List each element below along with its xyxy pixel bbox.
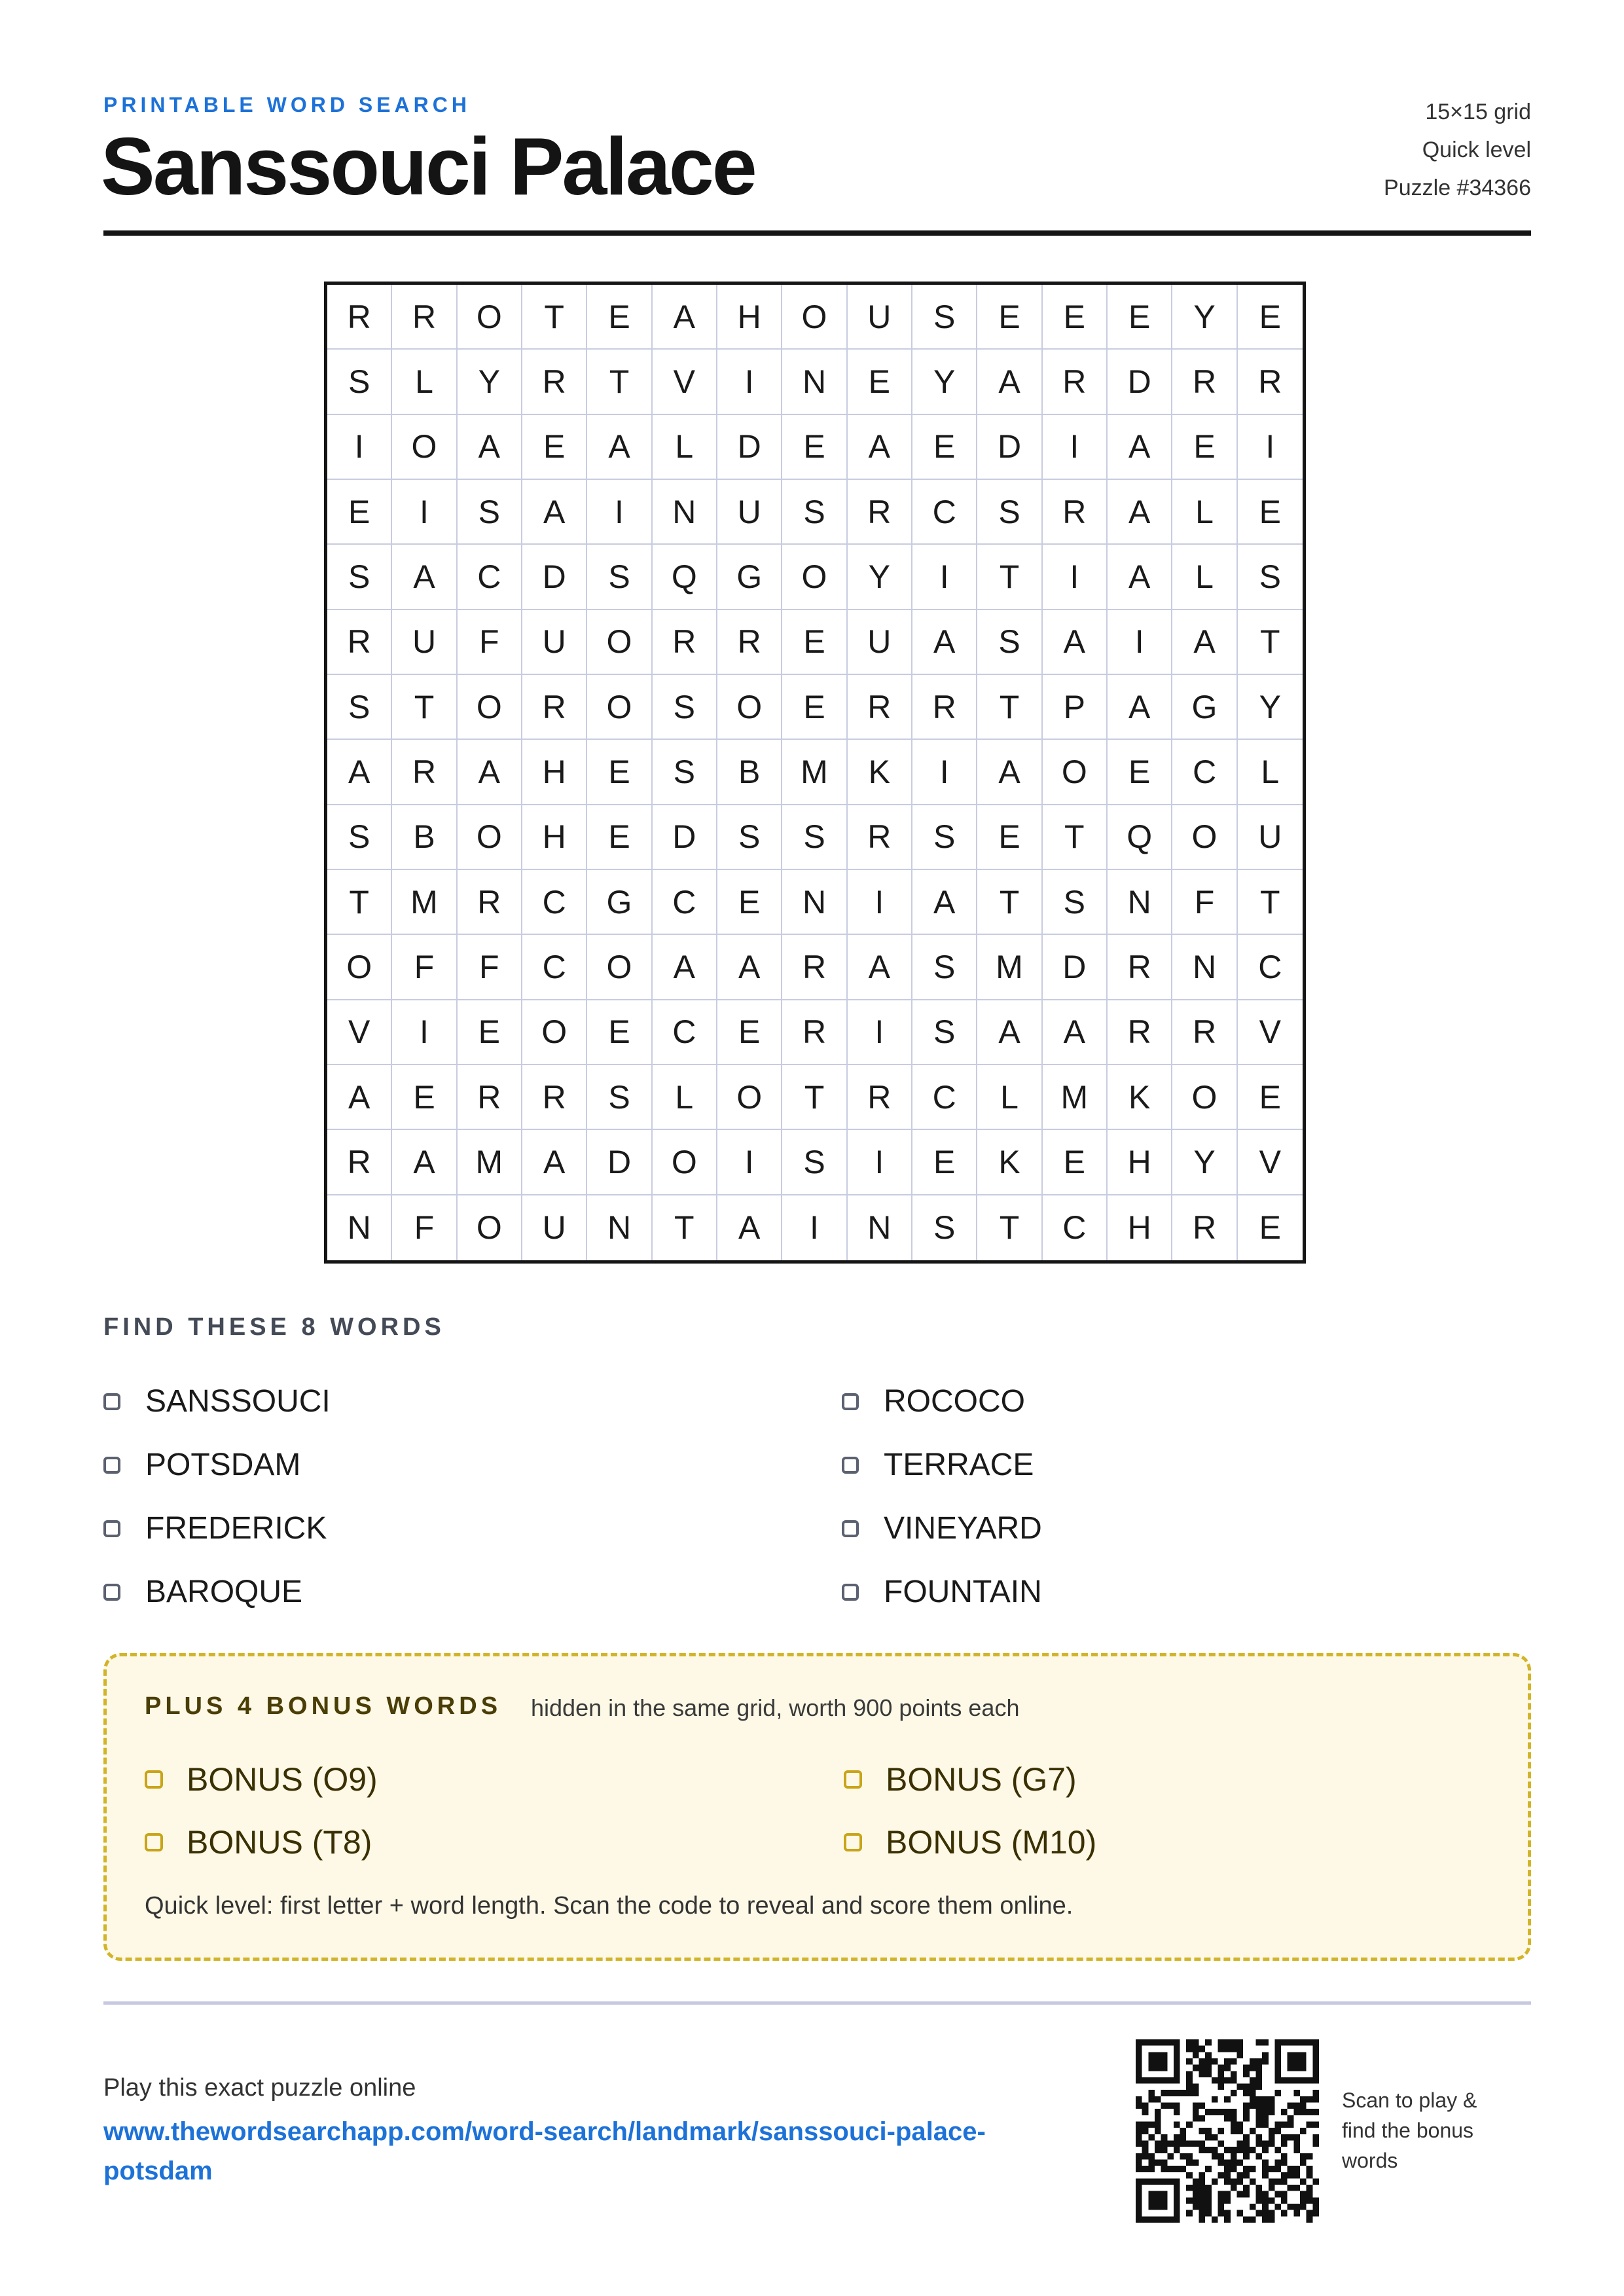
grid-cell[interactable]: C <box>1043 1195 1108 1260</box>
grid-cell[interactable]: S <box>912 1000 977 1065</box>
grid-cell[interactable]: S <box>1043 870 1108 935</box>
grid-size-label: 15×15 grid <box>1425 100 1531 124</box>
grid-cell[interactable]: M <box>458 1130 522 1195</box>
grid-cell[interactable]: T <box>392 675 457 740</box>
bonus-item[interactable] <box>145 1748 844 1811</box>
grid-cell[interactable]: G <box>717 545 782 610</box>
grid-cell[interactable]: L <box>653 1065 717 1130</box>
grid-cell[interactable]: R <box>1108 935 1172 1000</box>
grid-cell[interactable]: A <box>327 1065 392 1130</box>
grid-cell[interactable]: C <box>458 545 522 610</box>
grid-cell[interactable]: Y <box>458 350 522 414</box>
grid-cell[interactable]: S <box>912 285 977 350</box>
grid-cell[interactable]: Y <box>1172 1130 1237 1195</box>
grid-cell[interactable]: O <box>1172 805 1237 870</box>
grid-cell[interactable]: C <box>912 1065 977 1130</box>
grid-cell[interactable]: D <box>1108 350 1172 414</box>
grid-cell[interactable]: N <box>848 1195 912 1260</box>
grid-cell[interactable]: E <box>587 1000 652 1065</box>
bonus-list <box>145 1748 1236 1874</box>
grid-cell[interactable]: E <box>717 870 782 935</box>
grid-cell[interactable]: R <box>458 1065 522 1130</box>
grid-cell[interactable]: R <box>522 675 587 740</box>
grid-cell[interactable]: R <box>1108 1000 1172 1065</box>
grid-cell[interactable]: S <box>977 610 1042 675</box>
grid-cell[interactable]: S <box>458 480 522 545</box>
grid-cell[interactable]: A <box>653 935 717 1000</box>
bonus-subtitle: hidden in the same grid, worth 900 points each <box>531 1694 1020 1721</box>
grid-cell[interactable]: A <box>653 285 717 350</box>
grid-cell[interactable]: Y <box>912 350 977 414</box>
word-label: SANSSOUCI <box>145 1384 331 1419</box>
grid-cell[interactable]: D <box>587 1130 652 1195</box>
grid-cell[interactable]: O <box>1043 740 1108 805</box>
grid-cell[interactable]: G <box>1172 675 1237 740</box>
grid-cell[interactable]: L <box>653 415 717 480</box>
grid-cell[interactable]: O <box>458 805 522 870</box>
grid-cell[interactable]: C <box>522 935 587 1000</box>
grid-cell[interactable]: V <box>653 350 717 414</box>
grid-cell[interactable]: I <box>1238 415 1303 480</box>
grid-cell[interactable]: S <box>782 480 847 545</box>
grid-cell[interactable]: N <box>1108 870 1172 935</box>
grid-cell[interactable]: S <box>327 675 392 740</box>
grid-cell[interactable]: M <box>977 935 1042 1000</box>
grid-cell[interactable]: R <box>1238 350 1303 414</box>
grid-cell[interactable]: T <box>1043 805 1108 870</box>
word-label: FOUNTAIN <box>884 1575 1042 1609</box>
checkbox-icon[interactable] <box>145 1833 163 1851</box>
word-item[interactable] <box>842 1433 1216 1497</box>
checkbox-icon[interactable] <box>844 1833 862 1851</box>
grid-cell[interactable]: O <box>1172 1065 1237 1130</box>
level-label: Quick level <box>1422 137 1531 162</box>
header-divider <box>103 230 1531 236</box>
grid-cell[interactable]: T <box>977 870 1042 935</box>
grid-cell[interactable]: R <box>392 285 457 350</box>
grid-cell[interactable]: O <box>587 675 652 740</box>
grid-cell[interactable]: I <box>848 1000 912 1065</box>
grid-cell[interactable]: A <box>392 1130 457 1195</box>
puzzle-id-label: Puzzle #34366 <box>1384 175 1531 200</box>
grid-cell[interactable]: I <box>327 415 392 480</box>
word-label: ROCOCO <box>884 1384 1025 1419</box>
word-item[interactable] <box>103 1370 842 1433</box>
grid-cell[interactable]: A <box>392 545 457 610</box>
grid-cell[interactable]: B <box>392 805 457 870</box>
grid-cell[interactable]: H <box>522 740 587 805</box>
grid-cell[interactable]: F <box>392 935 457 1000</box>
grid-cell[interactable]: U <box>717 480 782 545</box>
grid-cell[interactable]: U <box>1238 805 1303 870</box>
grid-cell[interactable]: O <box>458 1195 522 1260</box>
grid-cell[interactable]: T <box>1238 870 1303 935</box>
word-label: POTSDAM <box>145 1448 301 1482</box>
checkbox-icon[interactable] <box>103 1393 120 1410</box>
grid-cell[interactable]: R <box>912 675 977 740</box>
grid-cell[interactable]: N <box>782 350 847 414</box>
grid-cell[interactable]: A <box>587 415 652 480</box>
grid-cell[interactable]: R <box>327 285 392 350</box>
grid-cell[interactable]: I <box>782 1195 847 1260</box>
grid-cell[interactable]: E <box>1238 1065 1303 1130</box>
grid-cell[interactable]: S <box>653 675 717 740</box>
grid-cell[interactable]: E <box>327 480 392 545</box>
grid-cell[interactable]: U <box>522 610 587 675</box>
grid-cell[interactable]: A <box>912 610 977 675</box>
checkbox-icon[interactable] <box>844 1770 862 1789</box>
grid-cell[interactable]: N <box>327 1195 392 1260</box>
grid-cell[interactable]: S <box>782 1130 847 1195</box>
bonus-item[interactable] <box>844 1811 1236 1874</box>
qr-caption: Scan to play & find the bonus words <box>1342 2088 1477 2172</box>
checkbox-icon[interactable] <box>103 1457 120 1474</box>
grid-cell[interactable]: A <box>1043 1000 1108 1065</box>
grid-cell[interactable]: T <box>522 285 587 350</box>
grid-cell[interactable]: R <box>1043 350 1108 414</box>
grid-cell[interactable]: A <box>912 870 977 935</box>
word-list <box>103 1370 1216 1624</box>
grid-cell[interactable]: L <box>1238 740 1303 805</box>
grid-cell[interactable]: O <box>587 610 652 675</box>
word-item[interactable] <box>842 1560 1216 1624</box>
grid-cell[interactable]: T <box>1238 610 1303 675</box>
grid-cell[interactable]: R <box>1172 350 1237 414</box>
grid-cell[interactable]: S <box>912 805 977 870</box>
bonus-heading: PLUS 4 BONUS WORDS <box>145 1692 502 1720</box>
word-label: FREDERICK <box>145 1511 327 1546</box>
grid-cell[interactable]: S <box>327 805 392 870</box>
grid-cell[interactable]: O <box>782 545 847 610</box>
grid-cell[interactable]: C <box>653 870 717 935</box>
grid-cell[interactable]: V <box>327 1000 392 1065</box>
grid-cell[interactable]: A <box>977 1000 1042 1065</box>
grid-cell[interactable]: R <box>848 805 912 870</box>
grid-cell[interactable]: T <box>587 350 652 414</box>
grid-cell[interactable]: O <box>782 285 847 350</box>
grid-cell[interactable]: R <box>848 675 912 740</box>
grid-cell[interactable]: C <box>522 870 587 935</box>
grid-cell[interactable]: R <box>848 1065 912 1130</box>
grid-cell[interactable]: E <box>782 415 847 480</box>
grid-cell[interactable]: E <box>782 610 847 675</box>
grid-cell[interactable]: O <box>717 675 782 740</box>
grid-cell[interactable]: L <box>1172 480 1237 545</box>
grid-cell[interactable]: I <box>717 1130 782 1195</box>
eyebrow-label: PRINTABLE WORD SEARCH <box>103 93 471 117</box>
grid-cell[interactable]: E <box>1238 285 1303 350</box>
grid-cell[interactable]: N <box>1172 935 1237 1000</box>
grid-cell[interactable]: P <box>1043 675 1108 740</box>
grid-cell[interactable]: R <box>848 480 912 545</box>
letter-grid[interactable] <box>324 282 1306 1264</box>
grid-cell[interactable]: E <box>587 805 652 870</box>
checkbox-icon[interactable] <box>842 1393 859 1410</box>
grid-cell[interactable]: H <box>717 285 782 350</box>
word-item[interactable] <box>842 1370 1216 1433</box>
grid-cell[interactable]: R <box>782 935 847 1000</box>
grid-cell[interactable]: E <box>1108 740 1172 805</box>
grid-cell[interactable]: S <box>587 1065 652 1130</box>
checkbox-icon[interactable] <box>103 1520 120 1537</box>
grid-cell[interactable]: H <box>1108 1195 1172 1260</box>
checkbox-icon[interactable] <box>145 1770 163 1789</box>
grid-cell[interactable]: I <box>912 545 977 610</box>
checkbox-icon[interactable] <box>103 1584 120 1601</box>
grid-cell[interactable]: A <box>1108 675 1172 740</box>
grid-cell[interactable]: A <box>522 480 587 545</box>
grid-cell[interactable]: Q <box>1108 805 1172 870</box>
grid-cell[interactable]: A <box>1108 480 1172 545</box>
grid-cell[interactable]: L <box>1172 545 1237 610</box>
grid-cell[interactable]: A <box>522 1130 587 1195</box>
grid-cell[interactable]: A <box>1108 545 1172 610</box>
grid-cell[interactable]: S <box>782 805 847 870</box>
grid-cell[interactable]: E <box>977 285 1042 350</box>
qr-code-icon[interactable] <box>1136 2039 1319 2223</box>
checkbox-icon[interactable] <box>842 1457 859 1474</box>
grid-cell[interactable]: D <box>977 415 1042 480</box>
grid-cell[interactable]: A <box>327 740 392 805</box>
grid-cell[interactable]: S <box>653 740 717 805</box>
grid-cell[interactable]: R <box>1172 1195 1237 1260</box>
grid-cell[interactable]: I <box>848 1130 912 1195</box>
grid-cell[interactable]: N <box>653 480 717 545</box>
grid-cell[interactable]: E <box>848 350 912 414</box>
grid-cell[interactable]: N <box>587 1195 652 1260</box>
bonus-label: BONUS (G7) <box>886 1761 1077 1798</box>
grid-cell[interactable]: S <box>912 1195 977 1260</box>
grid-cell[interactable]: K <box>848 740 912 805</box>
grid-cell[interactable]: O <box>327 935 392 1000</box>
grid-cell[interactable]: U <box>848 285 912 350</box>
bonus-item[interactable] <box>145 1811 844 1874</box>
grid-cell[interactable]: R <box>522 1065 587 1130</box>
grid-cell[interactable]: E <box>717 1000 782 1065</box>
grid-cell[interactable]: A <box>1108 415 1172 480</box>
grid-cell[interactable]: D <box>522 545 587 610</box>
grid-cell[interactable]: C <box>1172 740 1237 805</box>
grid-cell[interactable]: A <box>977 350 1042 414</box>
grid-cell[interactable]: O <box>522 1000 587 1065</box>
word-item[interactable] <box>103 1560 842 1624</box>
grid-cell[interactable]: M <box>392 870 457 935</box>
grid-cell[interactable]: A <box>1172 610 1237 675</box>
grid-cell[interactable]: Y <box>848 545 912 610</box>
word-item[interactable] <box>842 1497 1216 1560</box>
grid-cell[interactable]: D <box>1043 935 1108 1000</box>
grid-cell[interactable]: I <box>717 350 782 414</box>
grid-cell[interactable]: F <box>1172 870 1237 935</box>
grid-cell[interactable]: K <box>1108 1065 1172 1130</box>
grid-cell[interactable]: A <box>458 740 522 805</box>
grid-cell[interactable]: I <box>392 480 457 545</box>
grid-cell[interactable]: O <box>717 1065 782 1130</box>
grid-cell[interactable]: L <box>977 1065 1042 1130</box>
grid-cell[interactable]: F <box>458 935 522 1000</box>
page-title: Sanssouci Palace <box>101 122 755 212</box>
grid-cell[interactable]: A <box>717 935 782 1000</box>
grid-cell[interactable]: S <box>587 545 652 610</box>
grid-cell[interactable]: E <box>1238 480 1303 545</box>
grid-cell[interactable]: B <box>717 740 782 805</box>
grid-cell[interactable]: F <box>392 1195 457 1260</box>
grid-cell[interactable]: Y <box>1172 285 1237 350</box>
bonus-label: BONUS (T8) <box>187 1824 372 1861</box>
grid-cell[interactable]: D <box>717 415 782 480</box>
grid-cell[interactable]: R <box>392 740 457 805</box>
grid-cell[interactable]: E <box>587 285 652 350</box>
grid-cell[interactable]: E <box>458 1000 522 1065</box>
grid-cell[interactable]: T <box>977 545 1042 610</box>
grid-cell[interactable]: F <box>458 610 522 675</box>
grid-cell[interactable]: S <box>1238 545 1303 610</box>
grid-cell[interactable]: T <box>782 1065 847 1130</box>
grid-cell[interactable]: U <box>848 610 912 675</box>
bonus-label: BONUS (M10) <box>886 1824 1097 1861</box>
grid-cell[interactable]: E <box>392 1065 457 1130</box>
word-label: TERRACE <box>884 1448 1034 1482</box>
grid-cell[interactable]: O <box>653 1130 717 1195</box>
grid-cell[interactable]: T <box>327 870 392 935</box>
grid-cell[interactable]: T <box>653 1195 717 1260</box>
grid-cell[interactable]: S <box>327 545 392 610</box>
bonus-item[interactable] <box>844 1748 1236 1811</box>
grid-cell[interactable]: O <box>458 285 522 350</box>
grid-cell[interactable]: C <box>912 480 977 545</box>
grid-cell[interactable]: A <box>1043 610 1108 675</box>
grid-cell[interactable]: O <box>392 415 457 480</box>
grid-cell[interactable]: S <box>717 805 782 870</box>
grid-cell[interactable]: S <box>327 350 392 414</box>
grid-cell[interactable]: E <box>912 1130 977 1195</box>
grid-cell[interactable]: R <box>1172 1000 1237 1065</box>
grid-cell[interactable]: O <box>587 935 652 1000</box>
bonus-label: BONUS (O9) <box>187 1761 378 1798</box>
grid-cell[interactable]: Q <box>653 545 717 610</box>
puzzle-meta <box>1384 93 1531 207</box>
grid-cell[interactable]: H <box>1108 1130 1172 1195</box>
grid-cell[interactable]: I <box>912 740 977 805</box>
grid-cell[interactable]: V <box>1238 1000 1303 1065</box>
grid-cell[interactable]: E <box>782 675 847 740</box>
grid-cell[interactable]: I <box>848 870 912 935</box>
grid-cell[interactable]: M <box>1043 1065 1108 1130</box>
grid-cell[interactable]: R <box>327 1130 392 1195</box>
grid-cell[interactable]: I <box>1043 545 1108 610</box>
grid-cell[interactable]: E <box>1172 415 1237 480</box>
grid-cell[interactable]: R <box>717 610 782 675</box>
grid-cell[interactable]: E <box>1108 285 1172 350</box>
puzzle-link[interactable]: www.thewordsearchapp.com/word-search/landmark/sanssouci-palace-potsdam <box>103 2117 986 2185</box>
grid-cell[interactable]: R <box>1043 480 1108 545</box>
grid-cell[interactable]: E <box>587 740 652 805</box>
grid-cell[interactable]: E <box>1043 1130 1108 1195</box>
grid-cell[interactable]: E <box>912 415 977 480</box>
checkbox-icon[interactable] <box>842 1520 859 1537</box>
grid-cell[interactable]: C <box>1238 935 1303 1000</box>
grid-cell[interactable]: I <box>587 480 652 545</box>
grid-cell[interactable]: N <box>782 870 847 935</box>
grid-cell[interactable]: R <box>522 350 587 414</box>
grid-cell[interactable]: A <box>458 415 522 480</box>
checkbox-icon[interactable] <box>842 1584 859 1601</box>
grid-cell[interactable]: A <box>848 935 912 1000</box>
grid-cell[interactable]: R <box>653 610 717 675</box>
grid-cell[interactable]: T <box>977 675 1042 740</box>
grid-cell[interactable]: R <box>327 610 392 675</box>
bonus-note: Quick level: first letter + word length. Scan the code to reveal and score them online. <box>145 1892 1074 1920</box>
grid-cell[interactable]: A <box>717 1195 782 1260</box>
play-online-label: Play this exact puzzle online <box>103 2074 416 2102</box>
find-words-heading: FIND THESE 8 WORDS <box>103 1313 445 1341</box>
grid-cell[interactable]: D <box>653 805 717 870</box>
grid-cell[interactable]: E <box>1043 285 1108 350</box>
grid-cell[interactable]: S <box>912 935 977 1000</box>
word-label: BAROQUE <box>145 1575 303 1609</box>
grid-cell[interactable]: G <box>587 870 652 935</box>
grid-cell[interactable]: E <box>1259 1209 1281 1247</box>
grid-cell[interactable]: T <box>977 1195 1042 1260</box>
bonus-box <box>103 1653 1531 1961</box>
grid-cell[interactable]: K <box>977 1130 1042 1195</box>
grid-cell[interactable]: E <box>977 805 1042 870</box>
grid-cell[interactable]: R <box>782 1000 847 1065</box>
footer-divider <box>103 2001 1531 2005</box>
grid-cell[interactable]: E <box>522 415 587 480</box>
grid-cell[interactable]: I <box>392 1000 457 1065</box>
grid-cell[interactable]: C <box>653 1000 717 1065</box>
grid-cell[interactable]: H <box>522 805 587 870</box>
grid-cell[interactable]: O <box>458 675 522 740</box>
word-label: VINEYARD <box>884 1511 1042 1546</box>
grid-cell[interactable]: V <box>1238 1130 1303 1195</box>
grid-cell[interactable]: U <box>522 1195 587 1260</box>
grid-cell[interactable]: R <box>458 870 522 935</box>
grid-cell[interactable]: A <box>977 740 1042 805</box>
word-item[interactable] <box>103 1433 842 1497</box>
grid-cell[interactable]: U <box>392 610 457 675</box>
grid-cell[interactable]: I <box>1043 415 1108 480</box>
word-item[interactable] <box>103 1497 842 1560</box>
grid-cell[interactable]: Y <box>1238 675 1303 740</box>
grid-cell[interactable]: A <box>848 415 912 480</box>
grid-cell[interactable]: I <box>1108 610 1172 675</box>
grid-cell[interactable]: L <box>392 350 457 414</box>
grid-cell[interactable]: S <box>977 480 1042 545</box>
grid-cell[interactable]: M <box>782 740 847 805</box>
